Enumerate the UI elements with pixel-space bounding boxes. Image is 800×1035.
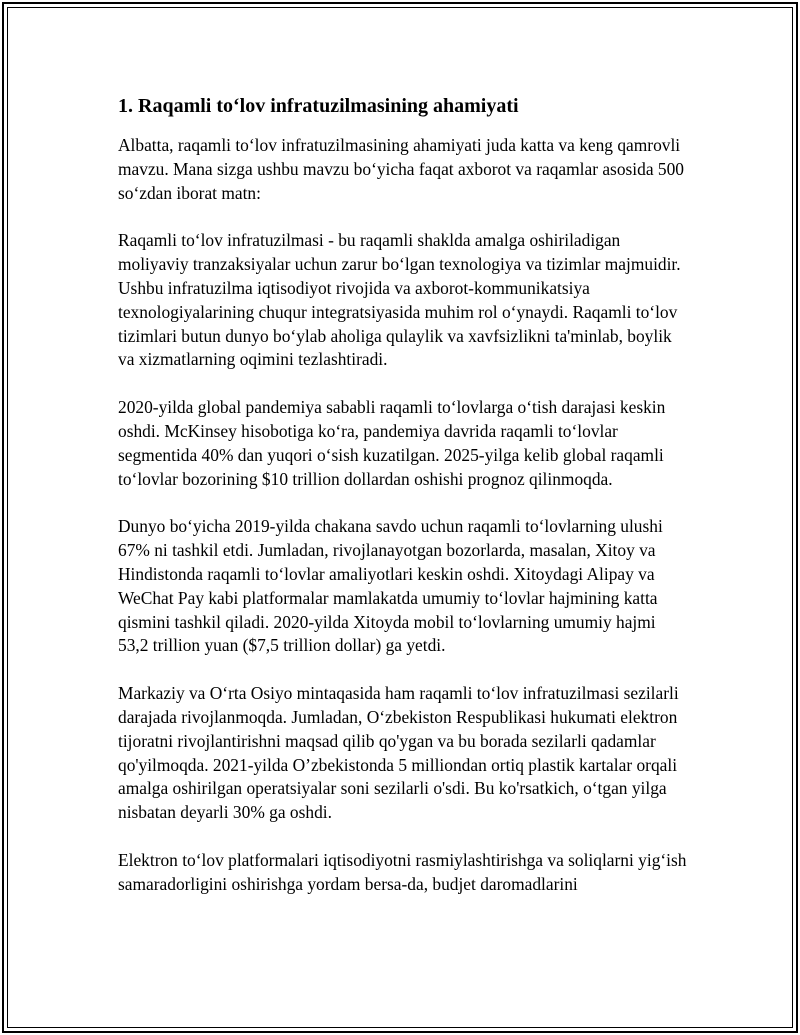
paragraph-global-share: Dunyo bo‘yicha 2019-yilda chakana savdo uchun raqamli to‘lovlarning ulushi 67% ni tashkil etdi. Jumladan, rivojlanayotgan bozorlarda, masalan, Xitoy va Hindistonda raqamli to‘lovlar amaliyotlari keskin oshdi. Xitoydagi Alipay va WeChat Pay kabi platformalar mamlakatda umumiy to‘lovlar hajmining katta qismini tashkil qiladi. 2020-yilda Xitoyda mobil to‘lovlarning umumiy hajmi 53,2 trillion yuan ($7,5 trillion dollar) ga yetdi. <box>118 516 663 656</box>
document-body <box>118 92 690 921</box>
paragraph-pandemic: 2020-yilda global pandemiya sababli raqamli to‘lovlarga o‘tish darajasi keskin oshdi. McKinsey hisobotiga ko‘ra, pandemiya davrida raqamli to‘lovlar segmentida 40% dan yuqori o‘sish kuzatilgan. 2025-yilga kelib global raqamli to‘lovlar bozorining $10 trillion dollardan oshishi prognoz qilinmoqda. <box>118 397 666 489</box>
paragraph-electronic-platforms: Elektron to‘lov platformalari iqtisodiyotni rasmiylashtirishga va soliqlarni yig‘ish samaradorligini oshirishga yordam bersa-da, budjet daromadlarini <box>118 849 687 894</box>
paragraph-central-asia: Markaziy va O‘rta Osiyo mintaqasida ham raqamli to‘lov infratuzilmasi sezilarli darajada rivojlanmoqda. Jumladan, O‘zbekiston Respublikasi hukumati elektron tijoratni rivojlantirishni maqsad qilib qo'ygan va bu borada sezilarli qadamlar qo'yilmoqda. 2021-yilda O’zbekistonda 5 milliondan ortiq plastik kartalar orqali amalga oshirilgan operatsiyalar soni sezilarli o'sdi. Bu ko'rsatkich, o‘tgan yilga nisbatan deyarli 30% ga oshdi. <box>118 683 679 823</box>
paragraph-definition: Raqamli to‘lov infratuzilmasi - bu raqamli shaklda amalga oshiriladigan moliyaviy tranzaksiyalar uchun zarur bo‘lgan texnologiya va tizimlar majmuidir. Ushbu infratuzilma iqtisodiyot rivojida va axborot-kommunikatsiya texnologiyalarining chuqur integratsiyasida muhim rol o‘ynaydi. Raqamli to‘lov tizimlari butun dunyo bo‘ylab aholiga qulaylik va xavfsizlikni ta'minlab, boylik va xizmatlarning oqimini tezlashtiradi. <box>118 230 681 370</box>
section-heading: 1. Raqamli to‘lov infratuzilmasining ahamiyati <box>118 95 519 117</box>
paragraph-intro: Albatta, raqamli to‘lov infratuzilmasining ahamiyati juda katta va keng qamrovli mavzu. Mana sizga ushbu mavzu bo‘yicha faqat axborot va raqamlar asosida 500 so‘zdan iborat matn: <box>118 135 684 203</box>
